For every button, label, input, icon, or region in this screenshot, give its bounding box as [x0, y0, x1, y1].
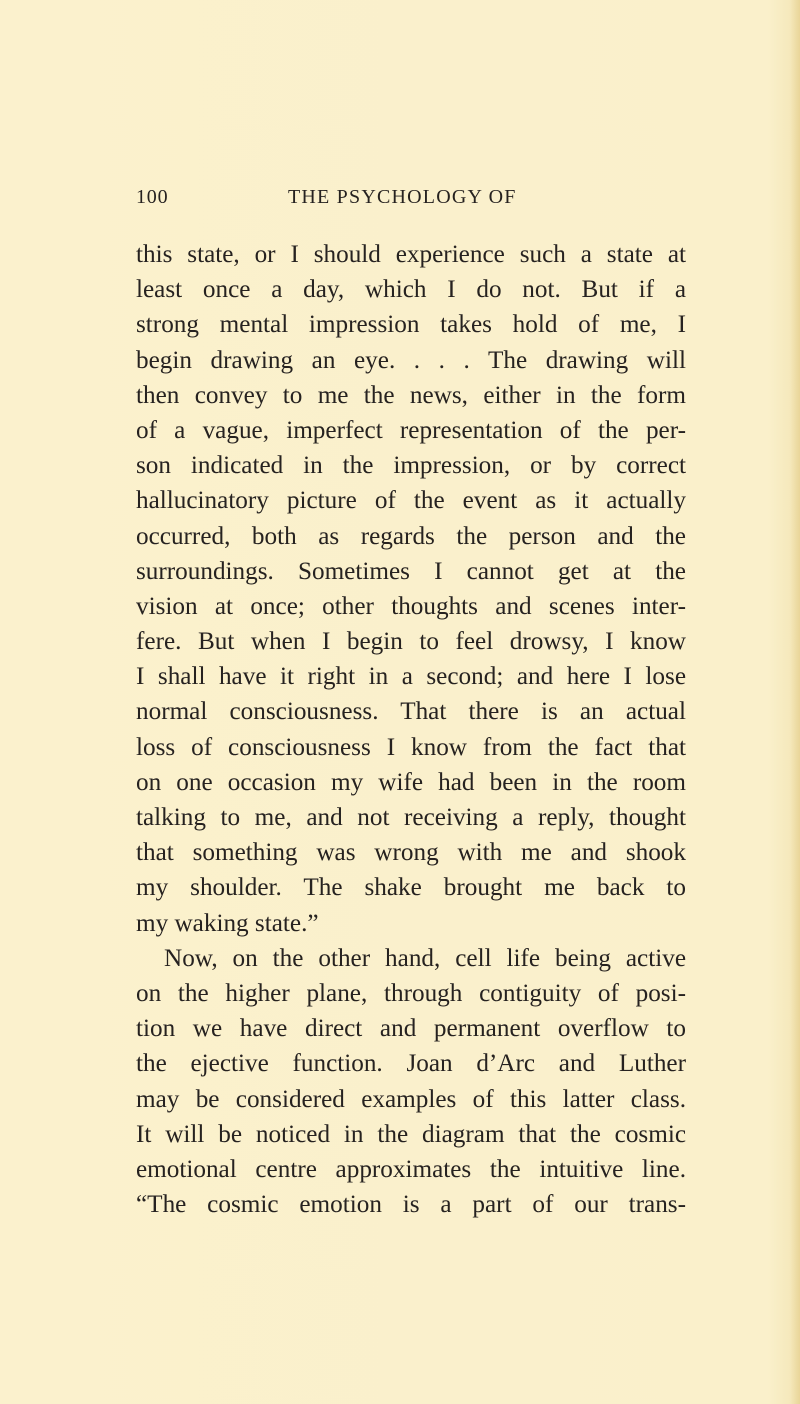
text-line: then convey to me the news, either in the form [136, 381, 686, 409]
text-line: It will be noticed in the diagram that the cosmic [136, 1120, 686, 1148]
text-line: my shoulder. The shake brought me back to [136, 874, 686, 902]
text-line: talking to me, and not receiving a reply, thought [136, 804, 686, 831]
text-line: normal consciousness. That there is an actual [136, 698, 686, 726]
text-line: of a vague, imperfect representation of the per- [136, 416, 686, 444]
text-line: on the higher plane, through contiguity of posi- [136, 979, 686, 1007]
text-line: hallucinatory picture of the event as it actually [136, 487, 686, 515]
running-title: THE PSYCHOLOGY OF [288, 186, 517, 208]
text-line: I shall have it right in a second; and here I lose [136, 663, 686, 691]
text-line: this state, or I should experience such a state at [136, 241, 686, 268]
text-line: tion we have direct and permanent overflow to [136, 1015, 686, 1043]
text-line: my waking state.” [136, 909, 319, 937]
body-text [136, 237, 686, 1222]
text-line: surroundings. Sometimes I cannot get at the [136, 557, 686, 585]
page-number: 100 [136, 186, 169, 208]
page-header [136, 181, 686, 213]
text-line: occurred, both as regards the person and the [136, 522, 686, 550]
text-line: begin drawing an eye. . . . The drawing will [136, 346, 686, 374]
text-line: vision at once; other thoughts and scenes inter- [136, 592, 686, 620]
text-line: Now, on the other hand, cell life being active [164, 944, 686, 972]
text-line: that something was wrong with me and shook [136, 839, 686, 867]
text-line: strong mental impression takes hold of me, I [136, 311, 686, 339]
text-line: the ejective function. Joan d’Arc and Luther [136, 1050, 686, 1078]
text-line: on one occasion my wife had been in the room [136, 768, 686, 796]
text-line: son indicated in the impression, or by correct [136, 452, 686, 480]
text-line: least once a day, which I do not. But if a [136, 276, 686, 304]
text-line: emotional centre approximates the intuitive line. [136, 1155, 686, 1183]
text-line: loss of consciousness I know from the fact that [136, 733, 686, 761]
page-edge-shadow [790, 0, 800, 1404]
text-line: fere. But when I begin to feel drowsy, I know [136, 628, 686, 656]
text-line: may be considered examples of this latter class. [136, 1085, 686, 1113]
text-line: “The cosmic emotion is a part of our trans- [136, 1191, 686, 1219]
